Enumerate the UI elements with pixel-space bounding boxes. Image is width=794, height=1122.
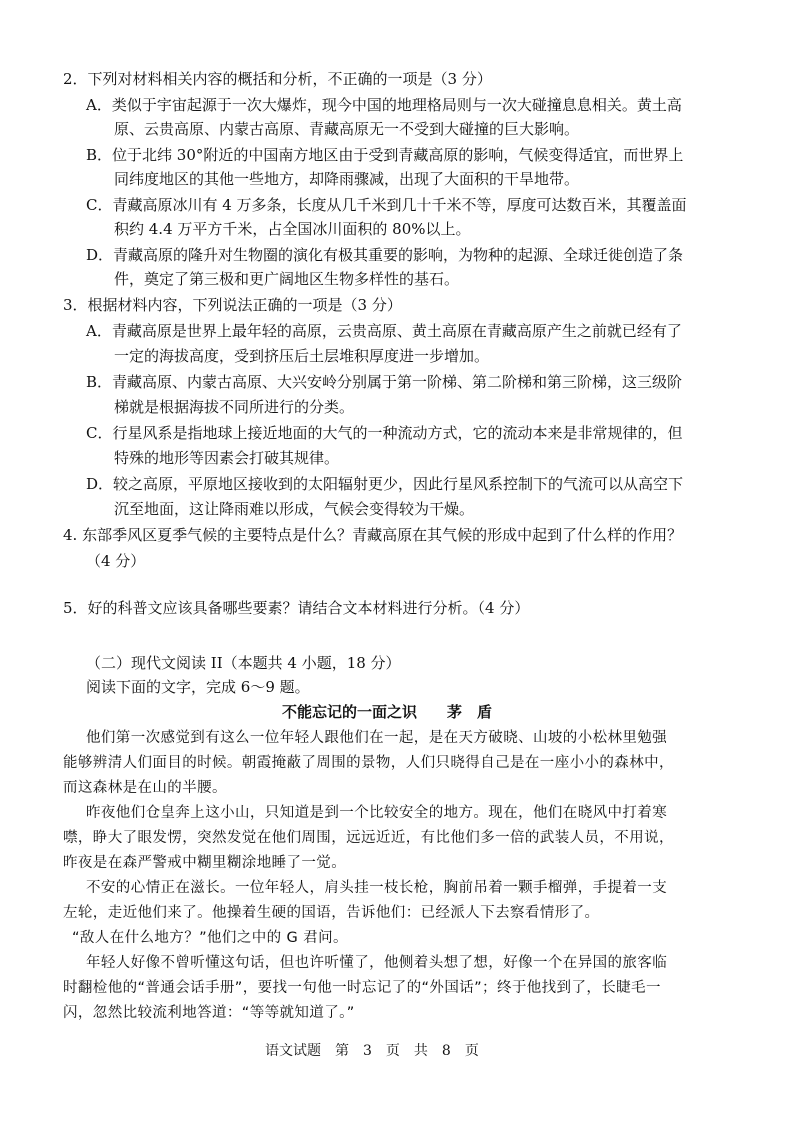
q3-option-a-line2: 一定的海拔高度，受到挤压后土层堆积厚度进一步增加。 [114,347,490,365]
passage-line: 年轻人好像不曾听懂这句话，但也许听懂了，他侧着头想了想，好像一个在异国的旅客临 [86,955,668,971]
passage-line: 不安的心情正在滋长。一位年轻人，肩头挂一枝长枪，胸前吊着一颗手榴弹，手提着一支 [86,880,668,896]
q2-option-c-line1: C．青藏高原冰川有 4 万多条，长度从几千米到几十千米不等，厚度可达数百米，其覆盖面 [86,196,687,214]
q2-option-d-line1: D．青藏高原的隆升对生物圈的演化有极其重要的影响，为物种的起源、全球迁徙创造了条 [86,246,684,264]
passage-line: 他们第一次感觉到有这么一位年轻人跟他们在一起，是在天方破晓、山坡的小松林里勉强 [86,730,668,746]
q2-option-d-line2: 件，奠定了第三极和更广阔地区生物多样性的基石。 [114,270,460,288]
passage-line: 噤，睁大了眼发愣，突然发觉在他们周围，远远近近，有比他们多一倍的武装人员，不用说， [63,830,674,846]
q3-stem: 3．根据材料内容，下列说法正确的一项是（3 分） [63,296,402,314]
passage-line: “敌人在什么地方？”他们之中的 G 君问。 [72,930,348,946]
passage-line: 能够辨清人们面目的时候。朝霞掩蔽了周围的景物，人们只晓得自己是在一座小小的森林中， [63,755,674,771]
q3-option-d-line2: 沉至地面，这让降雨难以形成，气候会变得较为干燥。 [114,500,475,518]
q3-option-d-line1: D．较之高原，平原地区接收到的太阳辐射更少，因此行星风系控制下的气流可以从高空下 [86,475,684,493]
q3-option-c-line1: C．行星风系是指地球上接近地面的大气的一种流动方式，它的流动本来是非常规律的，但 [86,424,683,442]
q2-option-b-line2: 同纬度地区的其他一些地方，却降雨骤减，出现了大面积的干旱地带。 [114,170,580,188]
q2-option-a-line1: A．类似于宇宙起源于一次大爆炸，现今中国的地理格局则与一次大碰撞息息相关。黄土高 [86,96,682,114]
passage-line: 昨夜是在森严警戒中糊里糊涂地睡了一觉。 [63,855,347,871]
passage-line: 闪，忽然比较流利地答道：“等等就知道了。” [63,1005,355,1021]
q4-stem-line2: （4 分） [86,552,146,570]
q3-option-b-line1: B．青藏高原、内蒙古高原、大兴安岭分别属于第一阶梯、第二阶梯和第三阶梯，这三级阶 [86,373,683,391]
q4-stem-line1: 4. 东部季风区夏季气候的主要特点是什么？青藏高原在其气候的形成中起到了什么样的作用？ [63,526,683,544]
passage-line: 昨夜他们仓皇奔上这小山，只知道是到一个比较安全的地方。现在，他们在晓风中打着寒 [86,805,668,821]
page-footer: 语文试题 第 3 页 共 8 页 [265,1043,479,1059]
q2-option-b-line1: B．位于北纬 30°附近的中国南方地区由于受到青藏高原的影响，气候变得适宜，而世界上 [86,146,684,164]
section-heading: （二）现代文阅读 II（本题共 4 小题，18 分） [86,654,401,672]
q2-stem: 2．下列对材料相关内容的概括和分析，不正确的一项是（3 分） [63,70,492,88]
passage-line: 而这森林是在山的半腰。 [63,780,227,796]
q5-stem: 5．好的科普文应该具备哪些要素？请结合文本材料进行分析。（4 分） [63,599,530,617]
section-instruction: 阅读下面的文字，完成 6～9 题。 [86,678,310,696]
q3-option-b-line2: 梯就是根据海拔不同所进行的分类。 [114,398,355,416]
q3-option-a-line1: A．青藏高原是世界上最年轻的高原，云贵高原、黄土高原在青藏高原产生之前就已经有了 [86,322,682,340]
passage-line: 左轮，走近他们来了。他操着生硬的国语，告诉他们：已经派人下去察看情形了。 [63,905,600,921]
q3-option-c-line2: 特殊的地形等因素会打破其规律。 [114,449,340,467]
q2-option-c-line2: 积约 4.4 万平方千米，占全国冰川面积的 80%以上。 [114,220,471,238]
passage-title: 不能忘记的一面之识 茅 盾 [282,703,493,721]
passage-line: 时翻检他的“普通会话手册”，要找一句他一时忘记了的“外国话”；终于他找到了，长睫毛一 [63,980,661,996]
q2-option-a-line2: 原、云贵高原、内蒙古高原、青藏高原无一不受到大碰撞的巨大影响。 [114,120,580,138]
